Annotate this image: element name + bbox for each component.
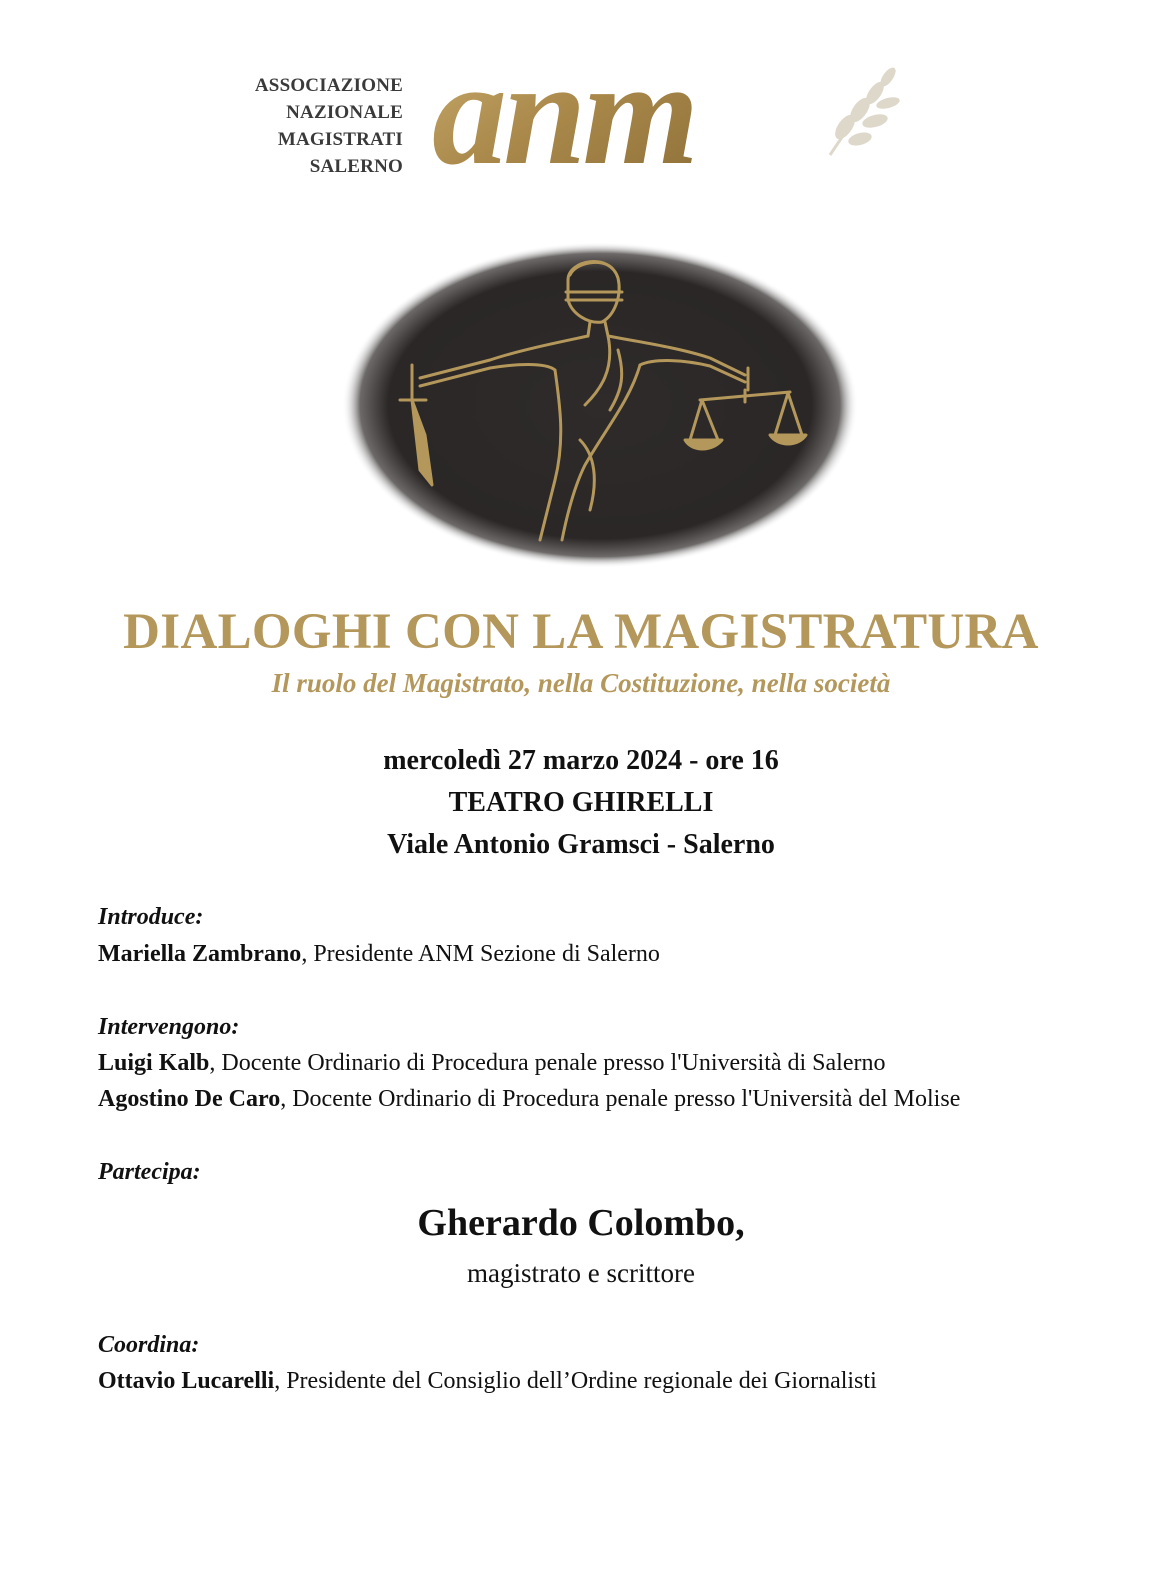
lady-justice-icon <box>340 240 860 570</box>
person-name: Ottavio Lucarelli <box>98 1368 275 1394</box>
intervengono-person <box>98 1048 886 1078</box>
guest-name: Gherardo Colombo, <box>417 1202 745 1244</box>
association-line: SALERNO <box>309 156 403 177</box>
coordina-label: Coordina: <box>98 1332 200 1358</box>
association-line: MAGISTRATI <box>277 129 403 150</box>
page-subtitle: Il ruolo del Magistrato, nella Costituzione, nella società <box>271 668 891 698</box>
association-line: NAZIONALE <box>286 102 403 123</box>
introduce-label: Introduce: <box>98 904 204 930</box>
association-line: ASSOCIAZIONE <box>254 75 403 96</box>
anm-logo <box>430 55 920 190</box>
introduce-person <box>98 939 660 969</box>
event-venue: TEATRO GHIRELLI <box>448 787 714 818</box>
person-role: , Docente Ordinario di Procedura penale presso l'Università di Salerno <box>209 1050 886 1076</box>
intervengono-label: Intervengono: <box>98 1014 240 1040</box>
person-name: Luigi Kalb <box>98 1050 210 1076</box>
logo-text: anm <box>432 55 696 190</box>
lady-justice-emblem <box>340 240 860 570</box>
person-name: Agostino De Caro <box>98 1086 281 1112</box>
intervengono-person <box>98 1084 960 1114</box>
partecipa-label: Partecipa: <box>98 1159 201 1185</box>
coordina-person <box>98 1366 877 1396</box>
person-role: , Presidente ANM Sezione di Salerno <box>301 941 660 967</box>
guest-role: magistrato e scrittore <box>467 1258 695 1288</box>
person-role: , Presidente del Consiglio dell’Ordine regionale dei Giornalisti <box>274 1368 877 1394</box>
event-address: Viale Antonio Gramsci - Salerno <box>387 829 775 860</box>
person-role: , Docente Ordinario di Procedura penale presso l'Università del Molise <box>280 1086 961 1112</box>
association-name <box>200 72 403 180</box>
event-info <box>0 740 1162 866</box>
wheat-ear-icon <box>830 65 901 155</box>
person-name: Mariella Zambrano <box>98 941 302 967</box>
page-title: DIALOGHI CON LA MAGISTRATURA <box>123 604 1039 660</box>
event-date-time: mercoledì 27 marzo 2024 - ore 16 <box>383 745 779 776</box>
header <box>0 0 1162 200</box>
